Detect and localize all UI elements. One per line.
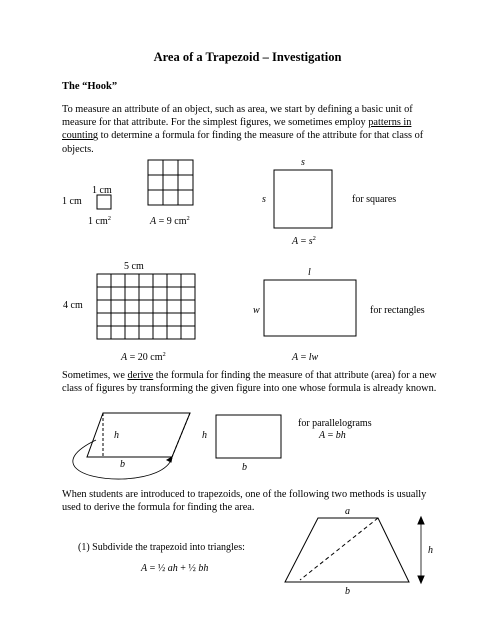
rectangle-note: for rectangles (370, 305, 425, 316)
square-side-var: s (262, 194, 266, 205)
rectangle-lw (264, 280, 356, 336)
rect-h-label: h (202, 430, 207, 441)
underlined-phrase: patterns in counting (62, 117, 412, 142)
grid-5x4 (97, 274, 195, 339)
grid-5x4-side-label: 4 cm (63, 300, 83, 311)
parallelogram-h-label: h (114, 430, 119, 441)
square-formula: $A = s^2$ (292, 235, 316, 247)
method-1-formula: A = ½ ah + ½ bh (141, 563, 209, 574)
grid-3x3-area-label: A = 9 $cm^2$ (150, 215, 190, 227)
parallelogram-note: for parallelograms (298, 418, 372, 429)
method-1-label: (1) Subdivide the trapezoid into triangles: (78, 542, 245, 553)
grid-3x3 (148, 160, 193, 205)
arrow-up-icon (418, 517, 424, 524)
rectangle-width-var: w (253, 305, 260, 316)
underlined-word: derive (127, 370, 154, 381)
rectangle-bh (216, 415, 281, 458)
trapezoid-figure (285, 517, 424, 583)
parallelogram-formula: A = bh (319, 430, 346, 441)
unit-square-top-label: 1 cm (92, 185, 112, 196)
parallelogram-b-label: b (120, 459, 125, 470)
grid-5x4-top-label: 5 cm (124, 261, 144, 272)
parallelogram-figure (73, 413, 190, 479)
trapezoid-height-label: h (428, 545, 433, 556)
square-top-var: s (301, 157, 305, 168)
unit-square-area-label: 1 $cm^2$ (88, 215, 111, 227)
arrow-head-icon (167, 457, 172, 462)
unit-square-side-label: 1 cm (62, 196, 82, 207)
unit-square (97, 195, 111, 209)
trapezoid-intro-paragraph: When students are introduced to trapezoids, one of the following two methods is usually used to derive the formula for finding the area. (62, 489, 427, 514)
grid-5x4-area-label: A = 20 $cm^2$ (121, 351, 166, 363)
rectangle-length-var: l (308, 267, 311, 278)
derive-paragraph: Sometimes, we derive the formula for finding the measure of that attribute (area) for a new class of figures by transforming the given figure into one whose formula is already known. (62, 370, 437, 395)
trapezoid-bottom-label: b (345, 586, 350, 597)
arrow-down-icon (418, 576, 424, 583)
square-s (274, 170, 332, 228)
page-title: Area of a Trapezoid – Investigation (153, 50, 342, 64)
section-heading-hook: The “Hook” (62, 81, 118, 92)
trapezoid-top-label: a (345, 506, 350, 517)
intro-paragraph: To measure an attribute of an object, such as area, we start by defining a basic unit of measure for that attribute. For the simplest figures, we sometimes employ patterns in counting to determine a formula for finding the measure of the attribute for that class of objects. (62, 104, 424, 155)
rect-b-label: b (242, 462, 247, 473)
rectangle-formula: A = lw (292, 352, 319, 363)
square-note: for squares (352, 194, 397, 205)
